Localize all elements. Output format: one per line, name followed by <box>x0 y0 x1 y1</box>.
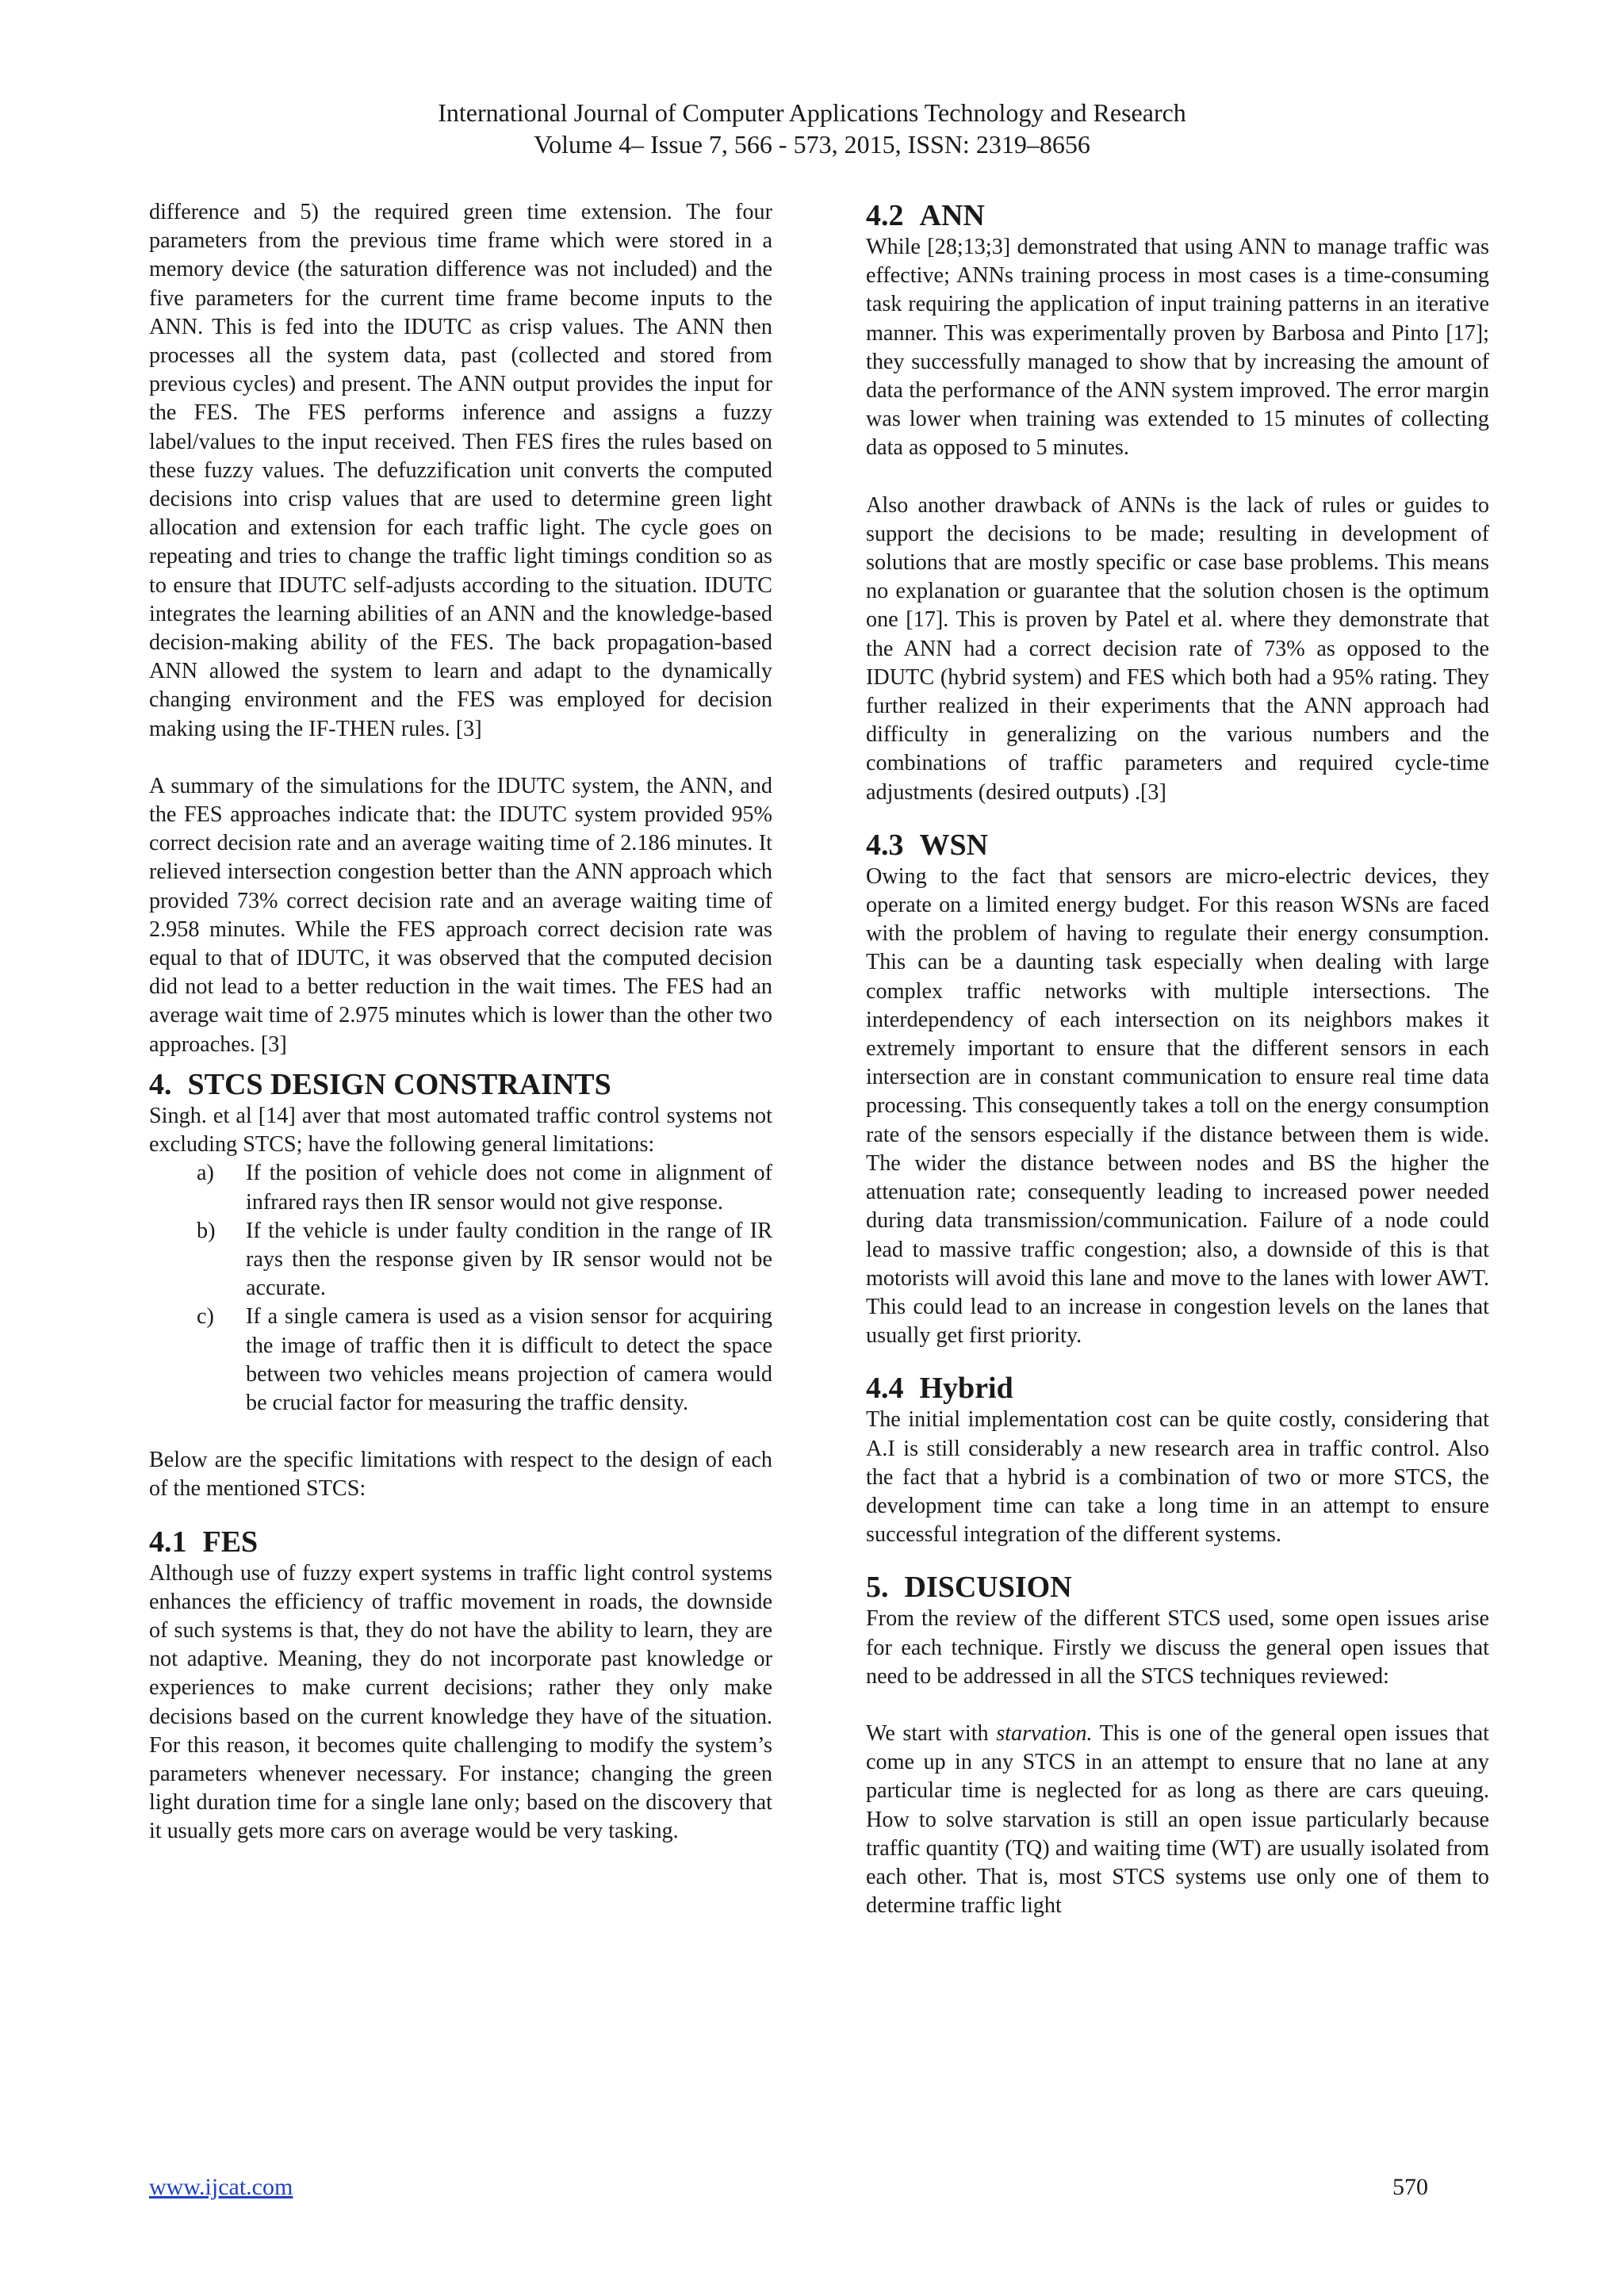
paragraph-limitations-intro: Singh. et al [14] aver that most automated traffic control systems not excluding STCS; have the following general limitations: <box>149 1103 772 1158</box>
section-title: WSN <box>919 828 989 862</box>
section-heading-4-4 <box>866 1371 1489 1406</box>
section-title: STCS DESIGN CONSTRAINTS <box>187 1067 611 1101</box>
section-number: 4.1 <box>149 1525 187 1559</box>
list-marker: c) <box>197 1304 214 1330</box>
list-marker: b) <box>197 1218 216 1243</box>
section-heading-4-2 <box>866 198 1489 233</box>
paragraph-fes-limitations: Although use of fuzzy expert systems in traffic light control systems enhances the efficiency of traffic movement in roads, the downside of such systems is that, they do not have the ability to learn, they are not adaptive. Meaning, they do not incorporate past knowledge or experiences to make current decisions; rather they only make decisions based on the current knowledge they have of the situation. For this reason, it becomes quite challenging to modify the system’s parameters whenever necessary. For instance; changing the green light duration time for a single lane only; based on the discovery that it usually gets more cars on average would be very tasking. <box>149 1560 772 1844</box>
section-number: 4.2 <box>866 199 904 232</box>
list-item-text: If the position of vehicle does not come in alignment of infrared rays then IR sensor would not give response. <box>246 1161 772 1215</box>
list-item <box>149 1303 772 1418</box>
list-item <box>149 1159 772 1216</box>
journal-header <box>0 97 1624 160</box>
paragraph-wsn-limitations: Owing to the fact that sensors are micro-electric devices, they operate on a limited energy budget. For this reason WSNs are faced with the problem of having to regulate their energy consumption. This can be a daunting task especially when dealing with large complex traffic networks with multiple intersections. The interdependency of each intersection on its neighbors makes it extremely important to ensure that the different sensors in each intersection are in constant communication to ensure real time data processing. This consequently takes a toll on the energy consumption rate of the sensors especially if the distance between them is wide. The wider the distance between nodes and BS the higher the attenuation rate; consequently leading to increased power needed during data transmission/communication. Failure of a node could lead to massive traffic congestion; also, a downside of this is that motorists will avoid this lane and move to the lanes with lower AWT. This could lead to an increase in congestion levels on the lanes that usually get first priority. <box>866 863 1489 1349</box>
list-item-text: If the vehicle is under faulty condition in the range of IR rays then the response given by IR sensor would not be accurate. <box>246 1218 772 1301</box>
section-heading-4-3 <box>866 828 1489 863</box>
section-number: 4.4 <box>866 1372 904 1406</box>
paragraph-ann-drawback: Also another drawback of ANNs is the lack of rules or guides to support the decisions to be made; resulting in development of solutions that are mostly specific or case base problems. This means no explanation or guarantee that the solution chosen is the optimum one [17]. This is proven by Patel et al. where they demonstrate that the ANN had a correct decision rate of 73% as opposed to the IDUTC (hybrid system) and FES which both had a 95% rating. They further realized in their experiments that the ANN approach had difficulty in generalizing on the various numbers and the combinations of traffic parameters and required cycle-time adjustments (desired outputs) .[3] <box>866 492 1489 805</box>
paragraph-idutc-process: difference and 5) the required green time extension. The four parameters from the previous time frame which were stored in a memory device (the saturation difference was not included) and the five parameters for the current time frame become inputs to the ANN. This is fed into the IDUTC as crisp values. The ANN then processes all the system data, past (collected and stored from previous cycles) and present. The ANN output provides the input for the FES. The FES performs inference and assigns a fuzzy label/values to the input received. Then FES fires the rules based on these fuzzy values. The defuzzification unit converts the computed decisions into crisp values that are used to determine green light allocation and extension for each traffic light. The cycle goes on repeating and tries to change the traffic light timings condition so as to ensure that IDUTC self-adjusts according to the situation. IDUTC integrates the learning abilities of an ANN and the knowledge-based decision-making ability of the FES. The back propagation-based ANN allowed the system to learn and adapt to the dynamically changing environment and the FES was employed for decision making using the IF-THEN rules. [3] <box>149 200 772 741</box>
section-title: FES <box>202 1525 259 1559</box>
page-number: 570 <box>1392 2174 1428 2200</box>
journal-website-link[interactable]: www.ijcat.com <box>149 2174 293 2200</box>
list-marker: a) <box>197 1161 214 1186</box>
emphasis-starvation: starvation. <box>996 1720 1093 1746</box>
journal-issue: Volume 4– Issue 7, 566 - 573, 2015, ISSN: 2319–8656 <box>534 130 1090 159</box>
left-column <box>149 198 772 1846</box>
section-title: DISCUSION <box>904 1571 1072 1605</box>
section-title: Hybrid <box>919 1372 1013 1406</box>
section-title: ANN <box>919 199 985 232</box>
list-item <box>149 1217 772 1303</box>
text-span: This is one of the general open issues that come up in any STCS in an attempt to ensure that no lane at any particular time is neglected for as long as there are cars queuing. How to solve starvation is still an open issue particularly because traffic quantity (TQ) and waiting time (WT) are usually isolated from each other. That is, most STCS systems use only one of them to determine traffic light <box>866 1720 1489 1919</box>
section-number: 5. <box>866 1571 889 1605</box>
text-span: We start with <box>866 1720 989 1746</box>
section-heading-4 <box>149 1067 772 1102</box>
paragraph-simulation-summary: A summary of the simulations for the IDUTC system, the ANN, and the FES approaches indicate that: the IDUTC system provided 95% correct decision rate and an average waiting time of 2.186 minutes. It relieved intersection congestion better than the ANN approach which provided 73% correct decision rate and an average waiting time of 2.958 minutes. While the FES approach correct decision rate was equal to that of IDUTC, it was observed that the computed decision did not lead to a better reduction in the wait times. The FES had an average wait time of 2.975 minutes which is lower than the other two approaches. [3] <box>149 773 772 1057</box>
limitations-list <box>149 1159 772 1418</box>
journal-title: International Journal of Computer Applications Technology and Research <box>438 98 1186 127</box>
paragraph-discussion-intro: From the review of the different STCS used, some open issues arise for each technique. Firstly we discuss the general open issues that need to be addressed in all the STCS techniques reviewed: <box>866 1606 1489 1689</box>
right-column <box>866 198 1489 1920</box>
section-heading-5 <box>866 1570 1489 1605</box>
paragraph-specific-limitations: Below are the specific limitations with respect to the design of each of the mentioned STCS: <box>149 1448 772 1502</box>
section-heading-4-1 <box>149 1525 772 1559</box>
paragraph-hybrid-limitations: The initial implementation cost can be quite costly, considering that A.I is still considerably a new research area in traffic control. Also the fact that a hybrid is a combination of two or more STCS, the development time can take a long time in an attempt to ensure successful integration of the different systems. <box>866 1407 1489 1548</box>
section-number: 4.3 <box>866 828 904 862</box>
section-number: 4. <box>149 1067 172 1101</box>
list-item-text: If a single camera is used as a vision sensor for acquiring the image of traffic then it is difficult to detect the space between two vehicles means projection of camera would be crucial factor for measuring the traffic density. <box>246 1304 772 1415</box>
paragraph-ann-training: While [28;13;3] demonstrated that using ANN to manage traffic was effective; ANNs training process in most cases is a time-consuming task requiring the application of input training patterns in an iterative manner. This was experimentally proven by Barbosa and Pinto [17]; they successfully managed to show that by increasing the amount of data the performance of the ANN system improved. The error margin was lower when training was extended to 15 minutes of collecting data as opposed to 5 minutes. <box>866 235 1489 461</box>
paragraph-starvation <box>866 1720 1489 1920</box>
